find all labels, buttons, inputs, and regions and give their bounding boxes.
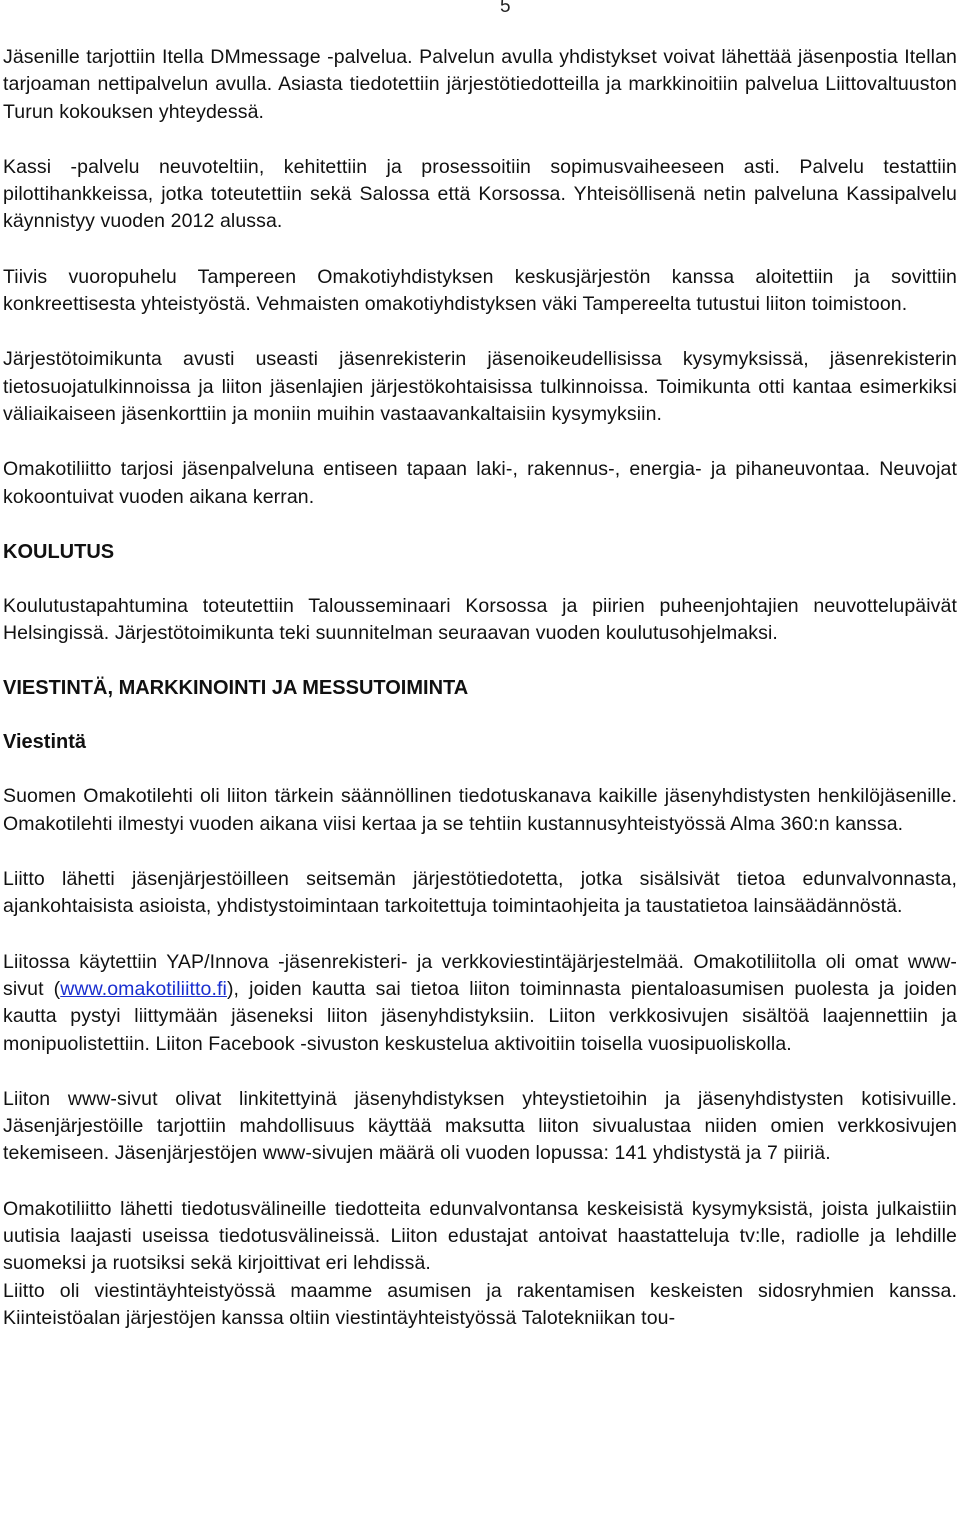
paragraph-jasenpalvelu: Omakotiliitto tarjosi jäsenpalveluna entiseen tapaan laki-, rakennus-, energia- ja pihaneuvontaa. Neuvojat kokoontuivat vuoden aikana kerran. <box>3 458 957 508</box>
paragraph-viestintayhteistyo: Liitto oli viestintäyhteistyössä maamme asumisen ja rakentamisen keskeisten sidosryhmien kanssa. Kiinteistöalan järjestöjen kanssa oltiin viestintäyhteistyössä Talotekniikan tou- <box>3 1279 957 1329</box>
paragraph-dmmessage: Jäsenille tarjottiin Itella DMmessage -palvelua. Palvelun avulla yhdistykset voivat lähettää jäsenpostia Itellan tarjoaman nettipalvelun avulla. Asiasta tiedotettiin järjestötiedotteilla ja markkinoitiin palvelua Liittovaltuuston Turun kokouksen yhteydessä. <box>3 46 957 123</box>
paragraph-kassi-palvelu: Kassi -palvelu neuvoteltiin, kehitettiin ja prosessoitiin sopimusvaiheeseen asti. Palvelu testattiin pilottihankkeissa, jotka toteutettiin sekä Salossa että Korsossa. Yhteisöllisenä netin palveluna Kassipalvelu käynnistyy vuoden 2012 alussa. <box>3 155 957 233</box>
paragraph-tiedotteet: Omakotiliitto lähetti tiedotusvälineille tiedotteita edunvalvontansa keskeisistä kysymyksistä, joista julkaistiin uutisia laajasti useissa tiedotusvälineissä. Liiton edustajat antoivat haastatteluja tv:lle, radiolle ja lehdille suomeksi ja ruotsiksi sekä kirjoittivat eri lehdissä. <box>3 1197 957 1275</box>
page-number: 5 <box>500 0 511 17</box>
paragraph-kotisivut: Liiton www-sivut olivat linkitettyinä jäsenyhdistyksen yhteystietoihin ja jäsenyhdistysten kotisivuille. Jäsenjärjestöille tarjottiin mahdollisuus käyttää maksutta liiton sivualustaa niiden omien verkkosivujen tekemiseen. Jäsenjärjestöjen www-sivujen määrä oli vuoden lopussa: 141 yhdistystä ja 7 piiriä. <box>3 1087 957 1165</box>
paragraph-jarjestotoimikunta: Järjestötoimikunta avusti useasti jäsenrekisterin jäsenoikeudellisissa kysymyksissä, jäsenrekisterin tietosuojatulkinnoissa ja liiton jäsenlajien järjestökohtaisissa tulkinnoissa. Toimikunta otti kantaa esimerkiksi väliaikaiseen jäsenkorttiin ja moniin muihin vastaavankaltaisiin kysymyksiin. <box>3 348 957 425</box>
paragraph-koulutus: Koulutustapahtumina toteutettiin Talousseminaari Korsossa ja piirien puheenjohtajien neuvottelupäivät Helsingissä. Järjestötoimikunta teki suunnitelman seuraavan vuoden koulutusohjelmaksi. <box>3 594 957 645</box>
paragraph-www-sivut <box>3 949 957 1058</box>
omakotiliitto-link[interactable]: www.omakotiliitto.fi <box>60 977 227 1000</box>
text-run: ), joiden kautta sai tietoa liiton toiminnasta pientaloasumisen puolesta ja joiden kautta pystyi liittymään jäseneksi liiton jäsenyhdistyksiin. Liiton verkkosivujen sisältöä laajennettiin ja monipuolistettiin. Liiton Facebook -sivuston keskustelua aktivoitiin toisella vuosipuoliskolla. <box>3 977 957 1055</box>
paragraph-omakotilehti: Suomen Omakotilehti oli liiton tärkein säännöllinen tiedotuskanava kaikille jäsenyhdistysten henkilöjäsenille. Omakotilehti ilmestyi vuoden aikana viisi kertaa ja se tehtiin kustannusyhteistyössä Alma 360:n kanssa. <box>3 785 957 835</box>
document-body <box>3 44 957 1332</box>
heading-koulutus: KOULUTUS <box>3 540 115 563</box>
heading-viestinta-markkinointi: VIESTINTÄ, MARKKINOINTI JA MESSUTOIMINTA <box>3 677 469 700</box>
heading-viestinta: Viestintä <box>3 731 86 754</box>
text-run: Liitossa käytettiin YAP/Innova -jäsenrekisteri- ja verkkoviestintäjärjestelmää. Omakotiliitolla oli omat www-sivut ( <box>3 950 957 1000</box>
paragraph-tampere-cooperation: Tiivis vuoropuhelu Tampereen Omakotiyhdistyksen keskusjärjestön kanssa aloitettiin ja sovittiin konkreettisesta yhteistyöstä. Vehmaisten omakotiyhdistyksen väki Tampereelta tutustui liiton toimistoon. <box>3 265 957 316</box>
paragraph-jarjestotiedotteet: Liitto lähetti jäsenjärjestöilleen seitsemän järjestötiedotetta, jotka sisälsivät tietoa edunvalvonnasta, ajankohtaisista asioista, yhdistystoimintaan tarkoitettuja toimintaohjeita ja taustatietoa lainsäädännöstä. <box>3 868 957 918</box>
